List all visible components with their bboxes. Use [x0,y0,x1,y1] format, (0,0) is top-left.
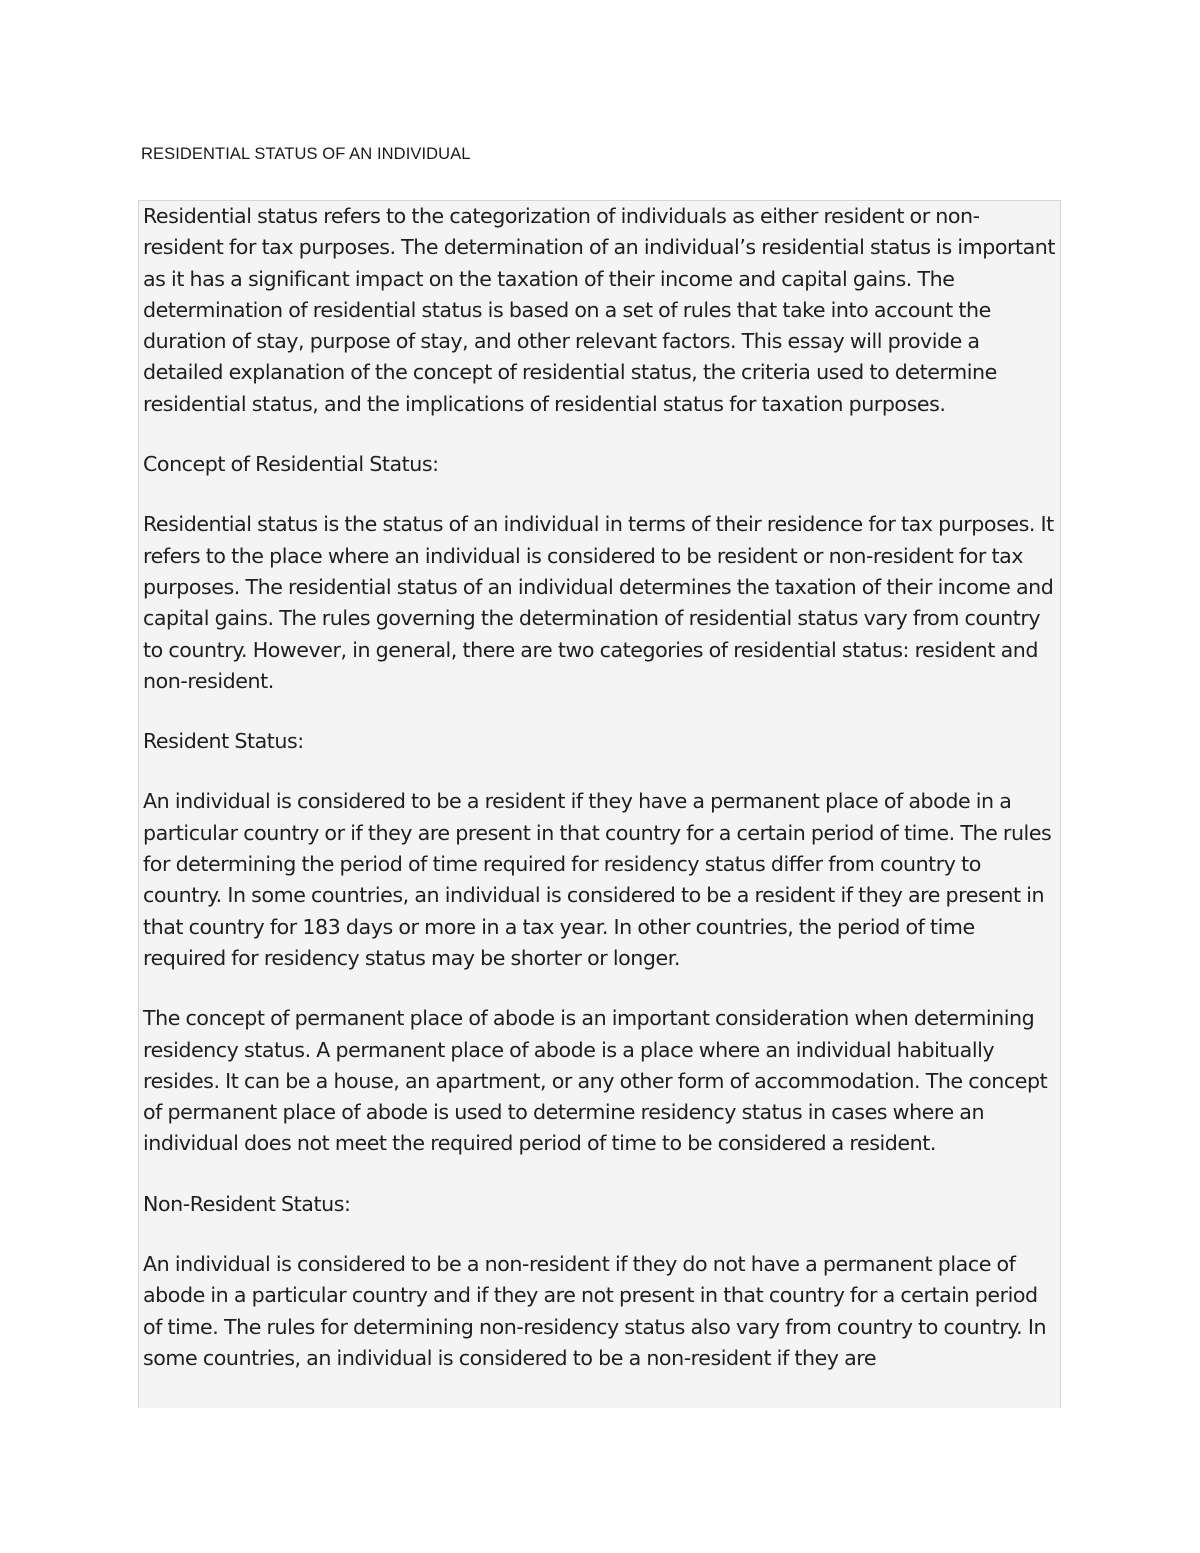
section-heading-non-resident: Non-Resident Status: [143,1191,351,1216]
abode-paragraph: The concept of permanent place of abode is an important consideration when determining residency status. A permanent place of abode is a place where an individual habitually resides. It can be a house, an apartment, or any other form of accommodation. The concept of permanent place of abode is used to determine residency status in cases where an individual does not meet the required period of time to be considered a resident. [143,1006,1048,1156]
concept-paragraph: Residential status is the status of an individual in terms of their residence for tax purposes. It refers to the place where an individual is considered to be resident or non-resident for tax purposes. The residential status of an individual determines the taxation of their income and capital gains. The rules governing the determination of residential status vary from country to country. However, in general, there are two categories of residential status: resident and non-resident. [143,512,1054,693]
section-heading-concept: Concept of Residential Status: [143,452,439,477]
non-resident-paragraph: An individual is considered to be a non-resident if they do not have a permanent place of abode in a particular country and if they are not present in that country for a certain period of time. The rules for determining non-residency status also vary from country to country. In some countries, an individual is considered to be a non-resident if they are [143,1252,1047,1370]
essay-body [143,201,1059,1403]
document-title: RESIDENTIAL STATUS OF AN INDIVIDUAL [141,145,471,163]
intro-paragraph: Residential status refers to the categorization of individuals as either resident or non-resident for tax purposes. The determination of an individual’s residential status is important as it has a significant impact on the taxation of their income and capital gains. The determination of residential status is based on a set of rules that take into account the duration of stay, purpose of stay, and other relevant factors. This essay will provide a detailed explanation of the concept of residential status, the criteria used to determine residential status, and the implications of residential status for taxation purposes. [143,204,1056,416]
essay-text-box [138,200,1061,1408]
resident-paragraph: An individual is considered to be a resident if they have a permanent place of abode in a particular country or if they are present in that country for a certain period of time. The rules for determining the period of time required for residency status differ from country to country. In some countries, an individual is considered to be a resident if they are present in that country for 183 days or more in a tax year. In other countries, the period of time required for residency status may be shorter or longer. [143,789,1052,970]
section-heading-resident: Resident Status: [143,729,304,754]
